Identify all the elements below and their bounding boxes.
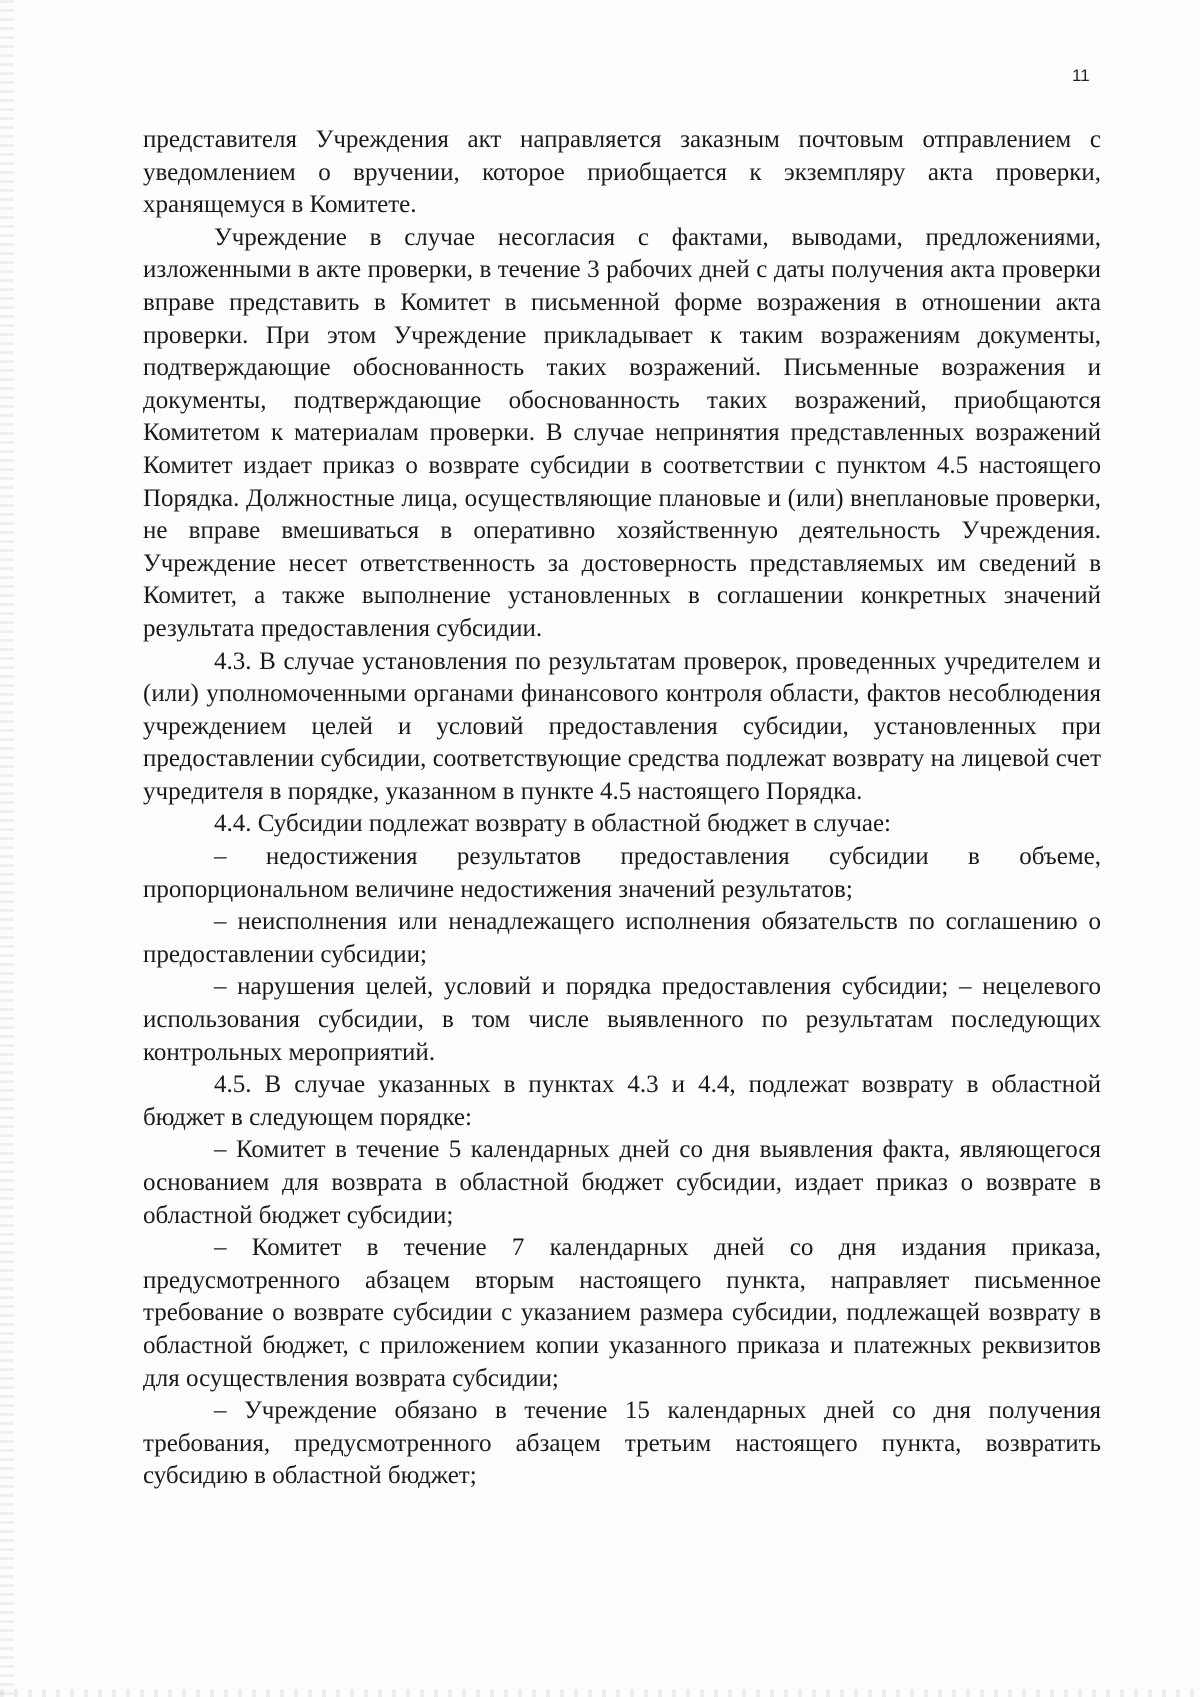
list-item-underachievement: – недостижения результатов предоставления субсидии в объеме, пропорциональном величине недостижения значений результатов;: [143, 843, 1101, 903]
list-item-nonfulfillment: – неисполнения или ненадлежащего исполнения обязательств по соглашению о предоставлении субсидии;: [143, 908, 1101, 968]
list-item-institution-return: – Учреждение обязано в течение 15 календарных дней со дня получения требования, предусмотренного абзацем третьим настоящего пункта, возвратить субсидию в областной бюджет;: [143, 1397, 1101, 1490]
list-item-committee-order: – Комитет в течение 5 календарных дней со дня выявления факта, являющегося основанием для возврата в областной бюджет субсидии, издает приказ о возврате в областной бюджет субсидии;: [143, 1136, 1101, 1229]
paragraph-4-5: 4.5. В случае указанных в пунктах 4.3 и 4.4, подлежат возврату в областной бюджет в следующем порядке:: [143, 1071, 1101, 1131]
list-item-violation: – нарушения целей, условий и порядка предоставления субсидии; – нецелевого использования субсидии, в том числе выявленного по результатам последующих контрольных мероприятий.: [143, 973, 1101, 1066]
paragraph-4-4: 4.4. Субсидии подлежат возврату в областной бюджет в случае:: [214, 810, 892, 838]
page-number: 11: [1072, 66, 1090, 85]
paragraph-4-3: 4.3. В случае установления по результатам проверок, проведенных учредителем и (или) уполномоченными органами финансового контроля области, фактов несоблюдения учреждением целей и условий предоставления субсидии, установленных при предоставлении субсидии, соответствующие средства подлежат возврату на лицевой счет учредителя в порядке, указанном в пункте 4.5 настоящего Порядка.: [143, 647, 1101, 805]
list-item-committee-demand: – Комитет в течение 7 календарных дней со дня издания приказа, предусмотренного абзацем вторым настоящего пункта, направляет письменное требование о возврате субсидии с указанием размера субсидии, подлежащей возврату в областной бюджет, с приложением копии указанного приказа и платежных реквизитов для осуществления возврата субсидии;: [143, 1234, 1101, 1392]
scan-bottom-noise: [0, 1689, 1200, 1697]
scan-edge-noise: [0, 0, 14, 1697]
paragraph-objections: Учреждение в случае несогласия с фактами, выводами, предложениями, изложенными в акте проверки, в течение 3 рабочих дней с даты получения акта проверки вправе представить в Комитет в письменной форме возражения в отношении акта проверки. При этом Учреждение прикладывает к таким возражениям документы, подтверждающие обоснованность таких возражений. Письменные возражения и документы, подтверждающие обоснованность таких возражений, приобщаются Комитетом к материалам проверки. В случае непринятия представленных возражений Комитет издает приказ о возврате субсидии в соответствии с пунктом 4.5 настоящего Порядка. Должностные лица, осуществляющие плановые и (или) внеплановые проверки, не вправе вмешиваться в оперативно хозяйственную деятельность Учреждения. Учреждение несет ответственность за достоверность представляемых им сведений в Комитет, а также выполнение установленных в соглашении конкретных значений результата предоставления субсидии.: [143, 223, 1101, 642]
paragraph-continuation: представителя Учреждения акт направляется заказным почтовым отправлением с уведомлением о вручении, которое приобщается к экземпляру акта проверки, хранящемуся в Комитете.: [143, 126, 1101, 219]
document-body: [143, 124, 1101, 1493]
